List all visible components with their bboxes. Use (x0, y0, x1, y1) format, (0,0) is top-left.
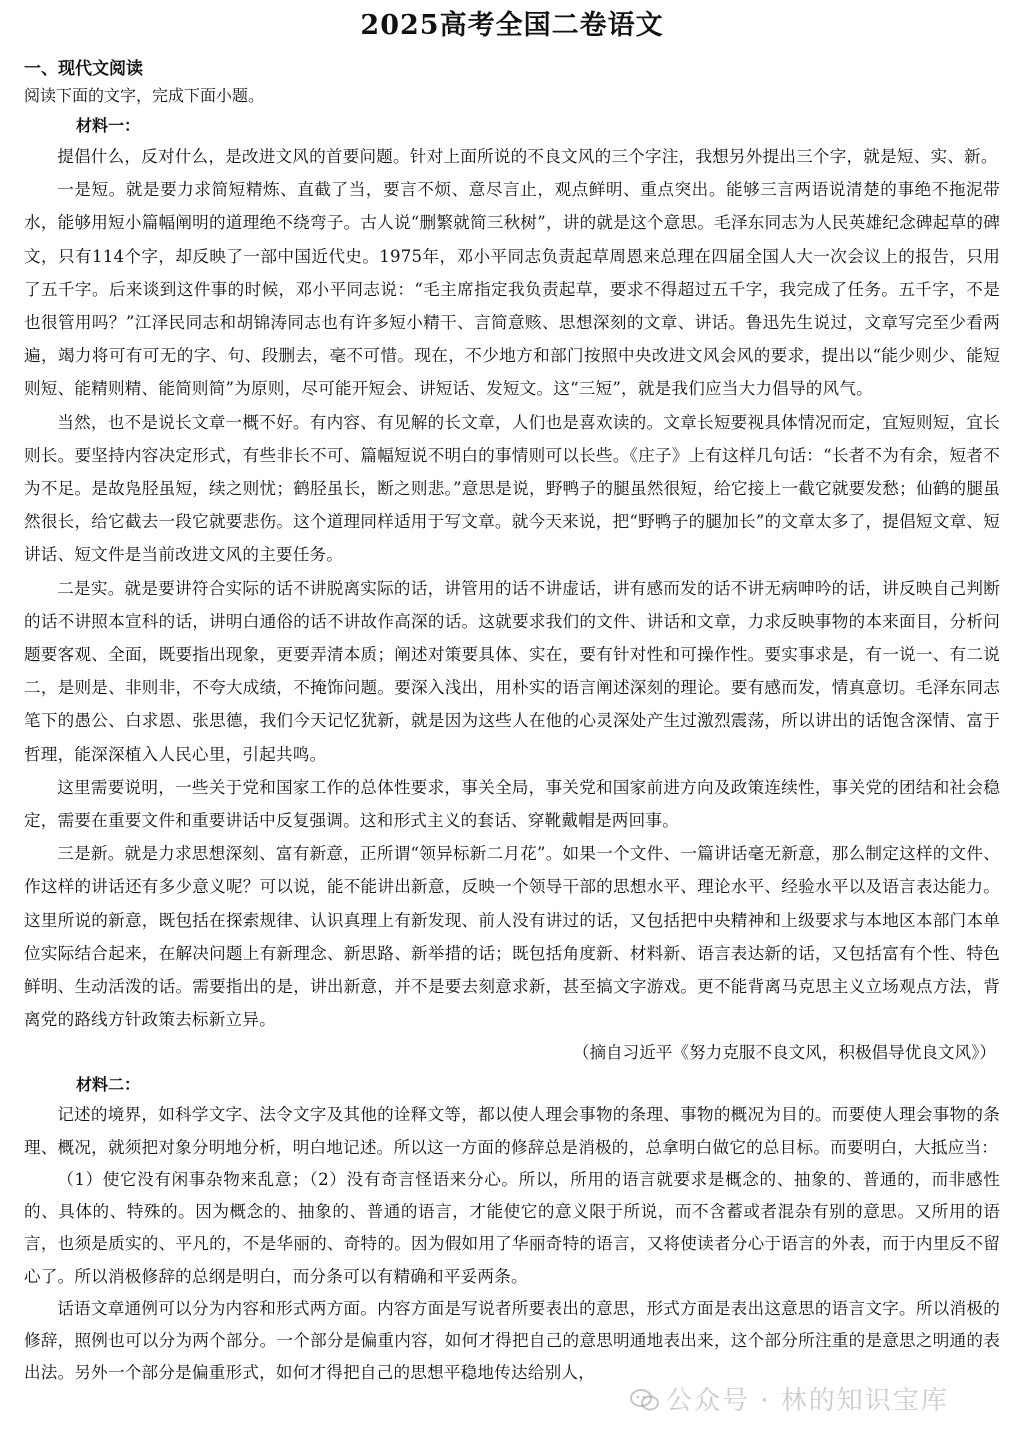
material-one-source: （摘自习近平《努力克服不良文风，积极倡导优良文风》） (572, 1043, 996, 1063)
material-two-label: 材料二： (76, 1075, 141, 1095)
material-two-paragraph: （1）使它没有闲事杂物来乱意；（2）没有奇言怪语来分心。所以，所用的语言就要求是概念的、抽象的、普通的，而非感性的、具体的、特殊的。因为概念的、抽象的、普通的语言，才能使它的意义限于所说，而不含蓄或者混杂有别的意思。又所用的语言，也须是质实的、平凡的，不是华丽的、奇特的。因为假如用了华丽奇特的语言，又将使读者分心于语言的外表，而于内里反不留心了。所以消极修辞的总纲是明白，而分条可以有精确和平妥两条。 (24, 1169, 1000, 1286)
wechat-icon (630, 1388, 660, 1412)
material-one-paragraph: 这里需要说明，一些关于党和国家工作的总体性要求，事关全局，事关党和国家前进方向及政策连续性，事关党的团结和社会稳定，需要在重要文件和重要讲话中反复强调。这和形式主义的套话、穿靴戴帽是两回事。 (24, 777, 1000, 831)
watermark-text: 公众号 · 林的知识宝库 (666, 1386, 949, 1416)
page-title: 2025高考全国二卷语文 (360, 10, 664, 41)
watermark (630, 1380, 949, 1417)
material-one-paragraph: 一是短。就是要力求简短精炼、直截了当，要言不烦、意尽言止，观点鲜明、重点突出。能够三言两语说清楚的事绝不拖泥带水，能够用短小篇幅阐明的道理绝不绕弯子。古人说“删繁就简三秋树”，讲的就是这个意思。毛泽东同志为人民英雄纪念碑起草的碑文，只有114个字，却反映了一部中国近代史。1975年，邓小平同志负责起草周恩来总理在四届全国人大一次会议上的报告，只用了五千字。后来谈到这件事的时候，邓小平同志说：“毛主席指定我负责起草，要求不得超过五千字，我完成了任务。五千字，不是也很管用吗？”江泽民同志和胡锦涛同志也有许多短小精干、言简意赅、思想深刻的文章、讲话。鲁迅先生说过，文章写完至少看两遍，竭力将可有可无的字、句、段删去，毫不可惜。现在，不少地方和部门按照中央改进文风会风的要求，提出以“能少则少、能短则短、能精则精、能简则简”为原则，尽可能开短会、讲短话、发短文。这“三短”，就是我们应当大力倡导的风气。 (24, 180, 1000, 399)
material-one-paragraph: 二是实。就是要讲符合实际的话不讲脱离实际的话，讲管用的话不讲虚话，讲有感而发的话不讲无病呻吟的话，讲反映自己判断的话不讲照本宣科的话，讲明白通俗的话不讲故作高深的话。这就要求我们的文件、讲话和文章，力求反映事物的本来面目，分析问题要客观、全面，既要指出现象，更要弄清本质；阐述对策要具体、实在，要有针对性和可操作性。要实事求是，有一说一、有二说二，是则是、非则非，不夸大成绩，不掩饰问题。要深入浅出，用朴实的语言阐述深刻的理论。要有感而发，情真意切。毛泽东同志笔下的愚公、白求恩、张思德，我们今天记忆犹新，就是因为这些人在他的心灵深处产生过激烈震荡，所以讲出的话饱含深情、富于哲理，能深深植入人民心里，引起共鸣。 (24, 578, 1000, 764)
section-heading: 一、现代文阅读 (24, 59, 143, 79)
material-two-paragraph: 记述的境界，如科学文字、法令文字及其他的诠释文等，都以使人理会事物的条理、事物的概况为目的。而要使人理会事物的条理、概况，就须把对象分明地分析，明白地记述。所以这一方面的修辞总是消极的，总拿明白做它的总目标。而要明白，大抵应当： (24, 1105, 1000, 1157)
material-one-paragraph: 当然，也不是说长文章一概不好。有内容、有见解的长文章，人们也是喜欢读的。文章长短要视具体情况而定，宜短则短，宜长则长。要坚持内容决定形式，有些非长不可、篇幅短说不明白的事情则可以长些。《庄子》上有这样几句话：“长者不为有余，短者不为不足。是故凫胫虽短，续之则忧；鹤胫虽长，断之则悲。”意思是说，野鸭子的腿虽然很短，给它接上一截它就要发愁；仙鹤的腿虽然很长，给它截去一段它就要悲伤。这个道理同样适用于写文章。就今天来说，把“野鸭子的腿加长”的文章太多了，提倡短文章、短讲话、短文件是当前改进文风的主要任务。 (24, 412, 1000, 565)
material-one-paragraph: 三是新。就是力求思想深刻、富有新意，正所谓“领异标新二月花”。如果一个文件、一篇讲话毫无新意，那么制定这样的文件、作这样的讲话还有多少意义呢？可以说，能不能讲出新意，反映一个领导干部的思想水平、理论水平、经验水平以及语言表达能力。这里所说的新意，既包括在探索规律、认识真理上有新发现、前人没有讲过的话，又包括把中央精神和上级要求与本地区本部门本单位实际结合起来，在解决问题上有新理念、新思路、新举措的话；既包括角度新、材料新、语言表达新的话，又包括富有个性、特色鲜明、生动活泼的话。需要指出的是，讲出新意，并不是要去刻意求新，甚至搞文字游戏。更不能背离马克思主义立场观点方法，背离党的路线方针政策去标新立异。 (24, 844, 1000, 1030)
reading-instruction: 阅读下面的文字，完成下面小题。 (24, 86, 265, 105)
material-one-label: 材料一： (76, 116, 141, 135)
material-two-paragraph: 话语文章通例可以分为内容和形式两方面。内容方面是写说者所要表出的意思，形式方面是表出这意思的语言文字。所以消极的修辞，照例也可以分为两个部分。一个部分是偏重内容，如何才得把自己的意思明通地表出来，这个部分所注重的是意思之明通的表出法。另外一个部分是偏重形式，如何才得把自己的思想平稳地传达给别人， (24, 1298, 1000, 1383)
content-area (24, 56, 1000, 1389)
material-one-paragraph: 提倡什么，反对什么，是改进文风的首要问题。针对上面所说的不良文风的三个字注，我想另外提出三个字，就是短、实、新。 (57, 147, 998, 166)
